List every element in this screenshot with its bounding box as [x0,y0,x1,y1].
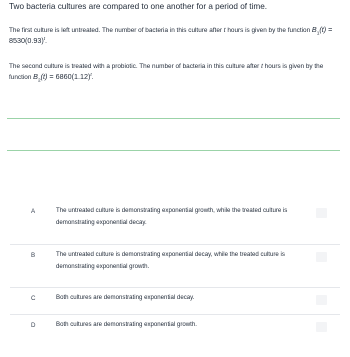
answer-option-a[interactable] [10,200,340,245]
p1-var-t: t [223,27,226,34]
option-letter-a: A [31,208,36,215]
option-checkbox-b[interactable] [316,252,327,262]
option-text-a: The untreated culture is demonstrating exponential growth, while the treated culture is demonstrating exponential decay. [56,207,288,226]
p2-end: . [91,74,94,81]
p1-function-arg: (t) [319,25,327,34]
option-letter-c: C [31,295,36,302]
option-text-b: The untreated culture is demonstrating exponential decay, while the treated culture is demonstrating exponential growth. [56,251,285,270]
p1-text2: hours is given by the function [225,27,312,34]
answer-option-c[interactable] [10,288,340,315]
question-intro: Two bacteria cultures are compared to one another for a period of time. [9,2,268,11]
p2-function-name: B [33,72,38,81]
answer-option-d[interactable] [10,315,340,343]
option-text-d: Both cultures are demonstrating exponential growth. [56,321,197,328]
p2-text2: hours is given by the function [9,63,324,81]
divider-top [7,118,340,119]
p2-function-sub: 2 [37,78,41,84]
p1-function-eq: = 8530(0.93) [9,25,333,45]
option-checkbox-c[interactable] [316,295,327,305]
p1-function-sub: 1 [316,31,320,37]
p1-function-name: B [311,25,317,34]
option-checkbox-d[interactable] [316,322,327,332]
paragraph-culture-2 [9,62,344,83]
p2-var-t: t [261,63,263,70]
p2-function-exp: t [90,72,92,78]
p1-function-exp: t [43,36,46,42]
option-letter-d: D [31,322,36,329]
p2-text: The second culture is treated with a probiotic. The number of bacteria in this culture after [9,63,262,70]
option-checkbox-a[interactable] [316,208,327,218]
option-letter-b: B [31,252,36,259]
answer-option-b[interactable] [10,245,340,288]
p2-function-arg: (t) [40,72,48,81]
option-text-c: Both cultures are demonstrating exponential decay. [56,294,195,301]
p2-function-eq: = 6860(1.12) [47,72,91,81]
p1-end: . [45,38,47,45]
divider-bottom [7,150,340,151]
p1-text: The first culture is left untreated. The number of bacteria in this culture after [9,27,224,34]
paragraph-culture-1 [9,25,344,47]
